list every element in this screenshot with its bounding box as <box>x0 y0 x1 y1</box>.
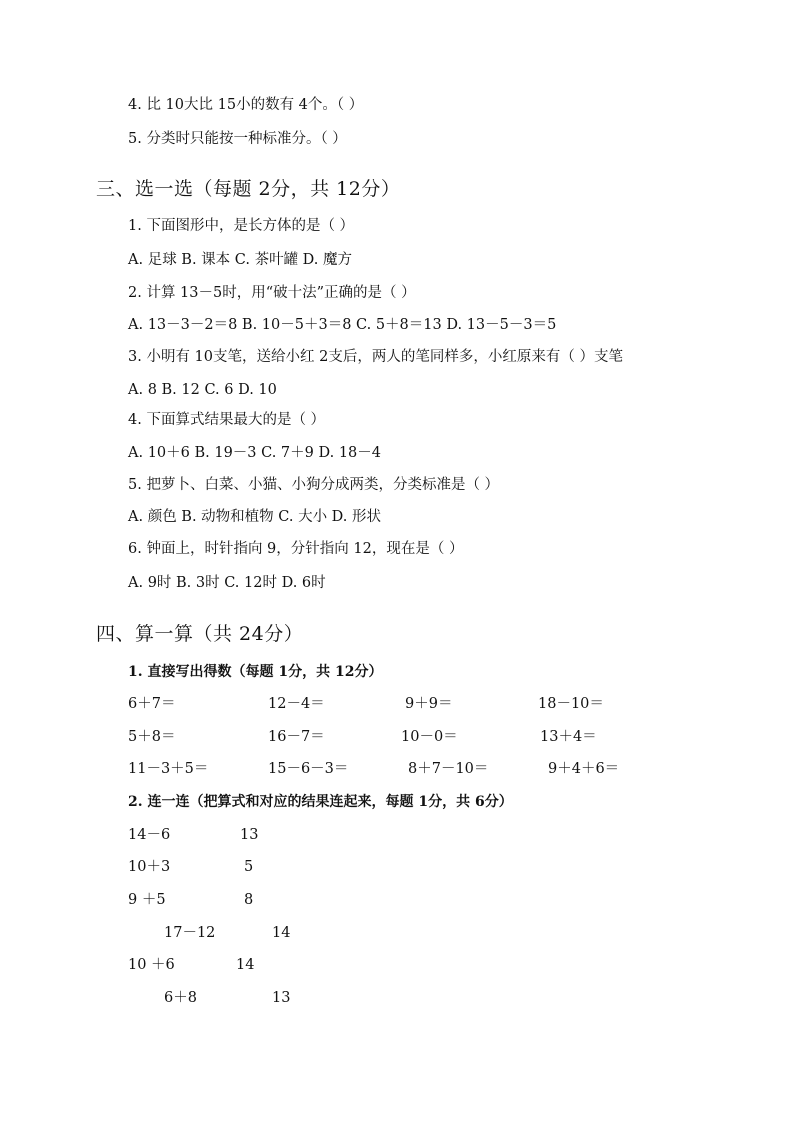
direct-calc-item: 18－10＝ <box>538 696 604 712</box>
question-5-options: A. 颜色 B. 动物和植物 C. 大小 D. 形状 <box>128 509 382 525</box>
direct-calc-item: 10－0＝ <box>401 729 458 745</box>
match-result: 8 <box>244 892 254 908</box>
match-expression: 6＋8 <box>164 990 197 1006</box>
judge-item-5: 5. 分类时只能按一种标准分。（ ） <box>128 131 347 147</box>
direct-calc-item: 11－3＋5＝ <box>128 761 209 777</box>
match-result: 13 <box>240 827 259 843</box>
question-6: 6. 钟面上，时针指向 9，分针指向 12，现在是（ ） <box>128 541 464 557</box>
match-expression: 14－6 <box>128 827 171 843</box>
section-3-heading: 三、选一选（每题 2分，共 12分） <box>96 178 401 200</box>
match-result: 14 <box>272 925 291 941</box>
direct-calc-item: 16－7＝ <box>268 729 325 745</box>
match-expression: 10 ＋6 <box>128 957 175 973</box>
match-result: 5 <box>244 859 254 875</box>
direct-calc-item: 9＋9＝ <box>405 696 453 712</box>
question-3: 3. 小明有 10支笔，送给小红 2支后，两人的笔同样多，小红原来有（ ）支笔 <box>128 349 623 365</box>
direct-calc-item: 6＋7＝ <box>128 696 176 712</box>
direct-calc-item: 12－4＝ <box>268 696 325 712</box>
match-expression: 9 ＋5 <box>128 892 166 908</box>
match-expression: 17－12 <box>164 925 216 941</box>
direct-calc-item: 9＋4＋6＝ <box>548 761 620 777</box>
question-1-options: A. 足球 B. 课本 C. 茶叶罐 D. 魔方 <box>128 252 353 268</box>
direct-calc-item: 5＋8＝ <box>128 729 176 745</box>
section-4-heading: 四、算一算（共 24分） <box>96 623 304 645</box>
match-result: 14 <box>236 957 255 973</box>
subsection-direct-heading: 1. 直接写出得数（每题 1分，共 12分） <box>128 664 383 680</box>
question-4-options: A. 10＋6 B. 19－3 C. 7＋9 D. 18－4 <box>128 445 381 461</box>
question-2: 2. 计算 13－5时，用“破十法”正确的是（ ） <box>128 285 416 301</box>
match-expression: 10＋3 <box>128 859 171 875</box>
direct-calc-item: 13＋4＝ <box>540 729 597 745</box>
question-3-options: A. 8 B. 12 C. 6 D. 10 <box>128 382 277 398</box>
subsection-match-heading: 2. 连一连（把算式和对应的结果连起来，每题 1分，共 6分） <box>128 794 513 810</box>
match-result: 13 <box>272 990 291 1006</box>
judge-item-4: 4. 比 10大比 15小的数有 4个。（ ） <box>128 97 364 113</box>
question-1: 1. 下面图形中，是长方体的是（ ） <box>128 218 355 234</box>
question-2-options: A. 13－3－2＝8 B. 10－5＋3＝8 C. 5＋8＝13 D. 13－5－3＝5 <box>128 317 557 333</box>
direct-calc-item: 15－6－3＝ <box>268 761 349 777</box>
direct-calc-item: 8＋7－10＝ <box>408 761 489 777</box>
question-5: 5. 把萝卜、白菜、小猫、小狗分成两类，分类标准是（ ） <box>128 477 500 493</box>
question-4: 4. 下面算式结果最大的是（ ） <box>128 412 326 428</box>
question-6-options: A. 9时 B. 3时 C. 12时 D. 6时 <box>128 575 326 591</box>
